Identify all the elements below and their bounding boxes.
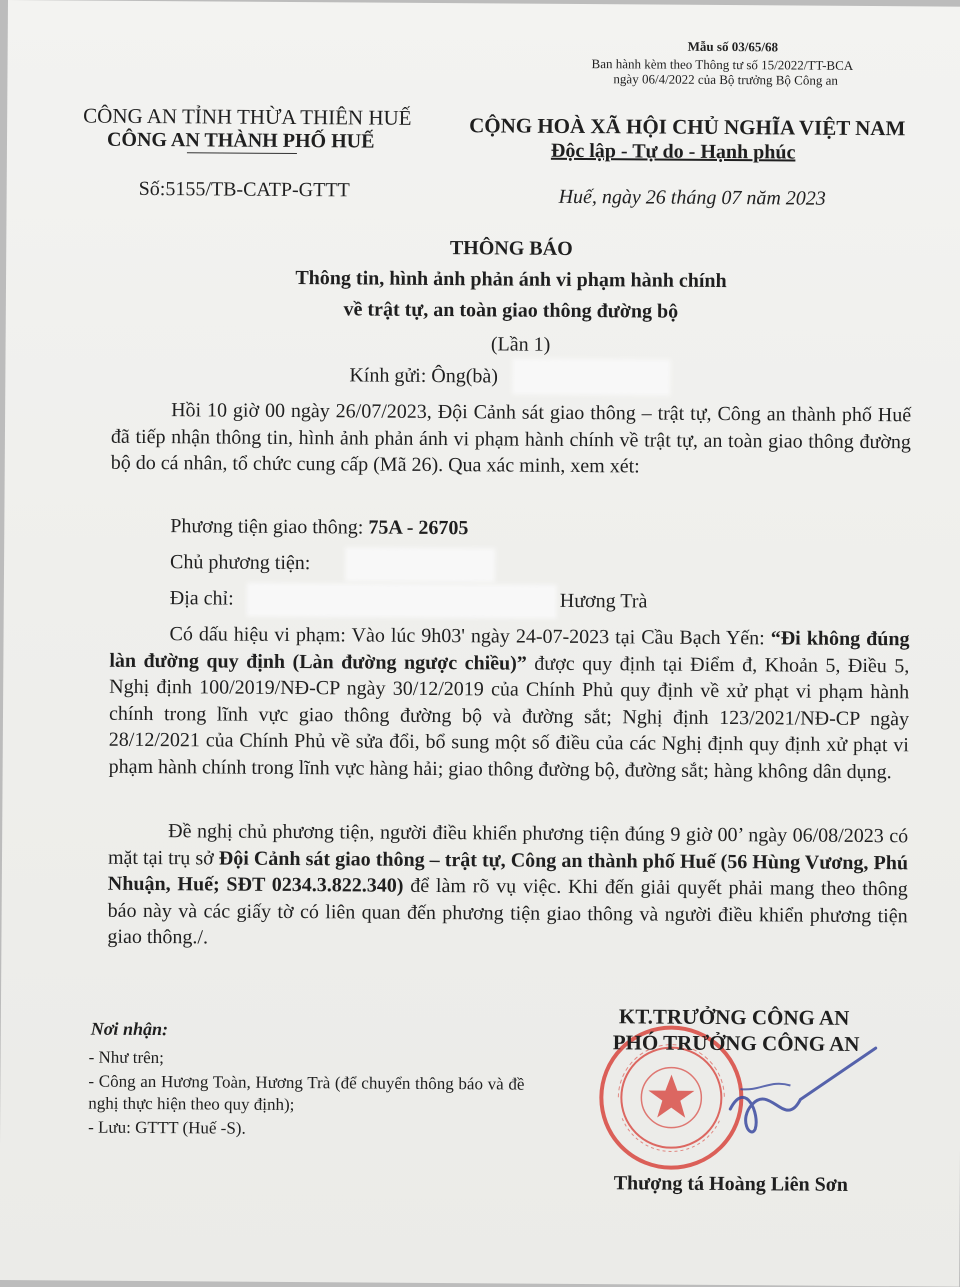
notice-round: (Lần 1)	[490, 333, 551, 356]
address-district: Hương Trà	[559, 589, 648, 613]
form-issuance-line: Ban hành kèm theo Thông tư số 15/2022/TT-BCA	[591, 56, 854, 73]
signature-authority: KT.TRƯỞNG CÔNG AN	[618, 1004, 850, 1030]
recipients-title: Nơi nhận:	[90, 1018, 169, 1040]
document-subtitle-line2: về trật tự, an toàn giao thông đường bộ	[343, 298, 679, 323]
violation-description: “Đi không đúng làn đường quy định (Làn đường ngược chiều)”	[109, 627, 910, 675]
sub-agency-name: CÔNG AN THÀNH PHỐ HUẾ	[106, 128, 375, 153]
agency-underline	[187, 152, 297, 154]
signer-name: Thượng tá Hoàng Liên Sơn	[613, 1172, 849, 1196]
place-and-date: Huế, ngày 26 tháng 07 năm 2023	[558, 185, 826, 210]
greeting: Kính gửi: Ông(bà)	[349, 364, 499, 388]
agency-name: CÔNG AN TỈNH THỪA THIÊN HUẾ	[83, 103, 412, 130]
vehicle-field	[170, 515, 468, 540]
handwritten-signature	[700, 1019, 881, 1160]
redacted-recipient-name	[515, 362, 667, 393]
body-paragraph-1: Hồi 10 giờ 00 ngày 26/07/2023, Đội Cảnh sát giao thông – trật tự, Công an thành phố Huế đã tiếp nhận thông tin, hình ảnh phản ánh vi phạm hành chính về trật tự, an toàn giao thông đường bộ do cá nhân, tổ chức cung cấp (Mã 26). Qua xác minh, xem xét:	[110, 399, 912, 478]
form-issuance-date: ngày 06/4/2022 của Bộ trưởng Bộ Công an	[613, 71, 838, 88]
national-title: CỘNG HOÀ XÃ HỘI CHỦ NGHĨA VIỆT NAM	[469, 113, 906, 141]
owner-label: Chủ phương tiện:	[170, 551, 311, 575]
vehicle-label: Phương tiện giao thông:	[170, 515, 369, 539]
document-title: THÔNG BÁO	[449, 237, 573, 260]
address-label: Địa chỉ:	[169, 587, 234, 610]
document-subtitle-line1: Thông tin, hình ảnh phản ánh vi phạm hành chính	[295, 267, 727, 293]
summons-intro: Đề nghị chủ phương tiện, người điều khiển phương tiện đúng 9 giờ 00’ ngày 06/08/2023 có mặt tại trụ sở	[107, 820, 909, 869]
body-paragraph-2	[109, 621, 910, 786]
form-code: Mẫu số 03/65/68	[687, 38, 779, 55]
body-paragraph-3	[107, 818, 908, 956]
document-number: Số:5155/TB-CATP-GTTT	[138, 177, 350, 202]
summons-instructions: để làm rõ vụ việc. Khi đến giải quyết phải mang theo thông báo này và các giấy tờ có liên quan đến phương tiện giao thông và người điều khiển phương tiện giao thông./.	[107, 874, 908, 949]
recipient-item: - Công an Hương Toàn, Hương Trà (để chuyển thông báo và đề nghị thực hiện theo quy định);	[88, 1071, 525, 1115]
violation-intro: Có dấu hiệu vi phạm: Vào lúc 9h03' ngày 24-07-2023 tại Cầu Bạch Yến:	[169, 623, 771, 650]
redacted-address	[250, 586, 554, 616]
violation-legal-basis: được quy định tại Điểm đ, Khoản 5, Điều 5, Nghị định 100/2019/NĐ-CP ngày 30/12/2019 của Chính Phủ quy định về xử phạt vi phạm hành chính trong lĩnh vực giao thông đường bộ và đường sắt; Nghị định 123/2021/NĐ-CP ngày 28/12/2021 của Chính Phủ về sửa đổi, bổ sung một số điều của các Nghị định quy định xử phạt vi phạm hành chính trong lĩnh vực hàng hải; giao thông đường bộ, đường sắt; hàng không dân dụng.	[108, 652, 910, 783]
vehicle-plate: 75A - 26705	[368, 516, 469, 540]
national-motto: Độc lập - Tự do - Hạnh phúc	[550, 139, 796, 164]
redacted-owner	[348, 550, 492, 579]
summons-location: Đội Cảnh sát giao thông – trật tự, Công an thành phố Huế (56 Hùng Vương, Phú Nhuận, Huế; SĐT 0234.3.822.340)	[107, 846, 909, 897]
recipient-item: - Như trên;	[88, 1047, 164, 1068]
signature-title: PHÓ TRƯỞNG CÔNG AN	[612, 1030, 860, 1056]
recipient-item: - Lưu: GTTT (Huế -S).	[88, 1117, 246, 1138]
